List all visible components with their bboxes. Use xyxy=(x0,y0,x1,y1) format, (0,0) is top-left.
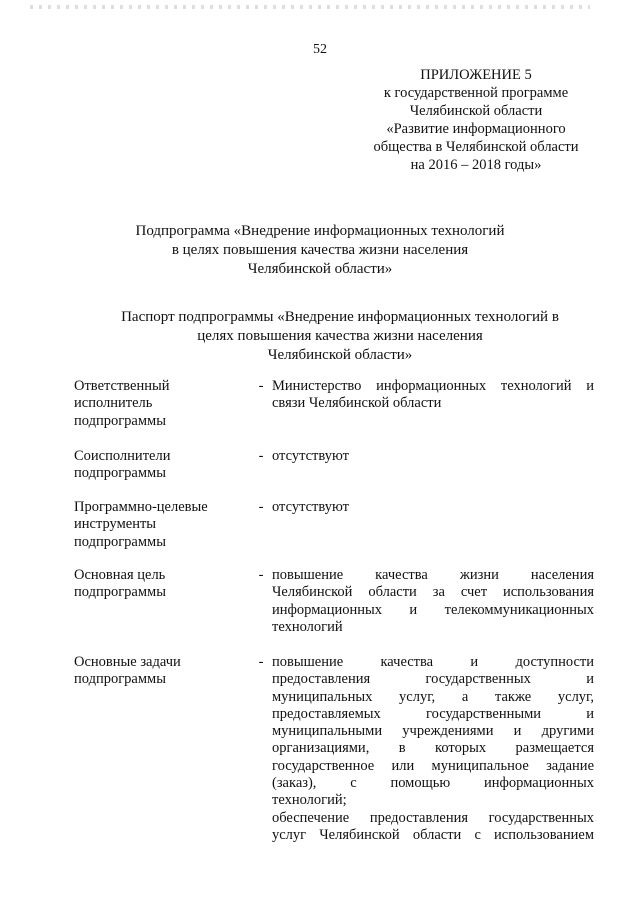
value-line: муниципальных услуг, а также услуг, xyxy=(272,688,594,705)
title-line: Челябинской области» xyxy=(247,261,393,277)
value-line: государственное или муниципальное задание xyxy=(272,757,594,774)
row-dash: - xyxy=(258,567,264,583)
value-line: технологий; xyxy=(272,792,347,809)
value-line: предоставления государственных и xyxy=(272,671,594,688)
subprogram-title xyxy=(60,222,580,279)
row-value xyxy=(272,378,594,413)
appendix-line: общества в Челябинской области xyxy=(373,139,579,155)
appendix-header xyxy=(350,66,602,174)
value-line: муниципальными учреждениями и другими xyxy=(272,723,594,740)
title-line: Челябинской области» xyxy=(267,347,413,363)
title-line: в целях повышения качества жизни населения xyxy=(171,242,469,258)
label-line: подпрограммы xyxy=(74,671,166,688)
value-line: отсутствуют xyxy=(272,448,349,464)
label-line: исполнитель xyxy=(74,395,153,412)
row-dash: - xyxy=(258,378,264,394)
label-line: Ответственный xyxy=(74,378,170,394)
value-line: Челябинской области за счет использования xyxy=(272,584,594,601)
label-line: подпрограммы xyxy=(74,533,166,550)
value-line: предоставляемых государственными и xyxy=(272,705,594,722)
row-dash: - xyxy=(258,448,264,464)
label-line: Основная цель xyxy=(74,567,166,583)
appendix-line: на 2016 – 2018 годы» xyxy=(410,157,542,173)
page-number: 52 xyxy=(313,42,327,57)
value-line: обеспечение предоставления государственных xyxy=(272,809,594,826)
row-label xyxy=(74,378,244,430)
title-line: Паспорт подпрограммы «Внедрение информационных технологий в xyxy=(121,309,559,325)
appendix-line: Челябинской области xyxy=(409,103,543,119)
value-line: (заказ), с помощью информационных xyxy=(272,775,594,792)
row-label xyxy=(74,654,244,689)
label-line: подпрограммы xyxy=(74,584,166,601)
row-label xyxy=(74,499,244,551)
label-line: Соисполнители xyxy=(74,448,171,464)
appendix-line: ПРИЛОЖЕНИЕ 5 xyxy=(420,67,532,83)
row-value xyxy=(272,654,594,844)
row-dash: - xyxy=(258,654,264,670)
appendix-line: «Развитие информационного xyxy=(386,121,566,137)
label-line: Программно-целевые xyxy=(74,499,208,515)
label-line: подпрограммы xyxy=(74,465,166,482)
value-line: отсутствуют xyxy=(272,499,349,515)
value-line: технологий xyxy=(272,618,343,635)
value-line: повышение качества и доступности xyxy=(272,654,594,670)
value-line: информационных и телекоммуникационных xyxy=(272,601,594,618)
scan-artifact xyxy=(30,5,590,9)
row-dash: - xyxy=(258,499,264,515)
label-line: Основные задачи xyxy=(74,654,181,670)
row-value xyxy=(272,567,594,636)
passport-title xyxy=(60,308,620,365)
value-line: повышение качества жизни населения xyxy=(272,567,594,583)
row-label xyxy=(74,448,244,483)
row-value xyxy=(272,499,594,516)
value-line: Министерство информационных технологий и xyxy=(272,378,594,394)
value-line: услуг Челябинской области с использованием xyxy=(272,826,594,843)
row-value xyxy=(272,448,594,465)
value-line: организациями, в которых размещается xyxy=(272,740,594,757)
title-line: целях повышения качества жизни населения xyxy=(197,328,483,344)
title-line: Подпрограмма «Внедрение информационных технологий xyxy=(135,223,505,239)
label-line: инструменты xyxy=(74,516,157,533)
appendix-line: к государственной программе xyxy=(383,85,569,101)
label-line: подпрограммы xyxy=(74,412,166,429)
value-line: связи Челябинской области xyxy=(272,395,442,412)
row-label xyxy=(74,567,244,602)
